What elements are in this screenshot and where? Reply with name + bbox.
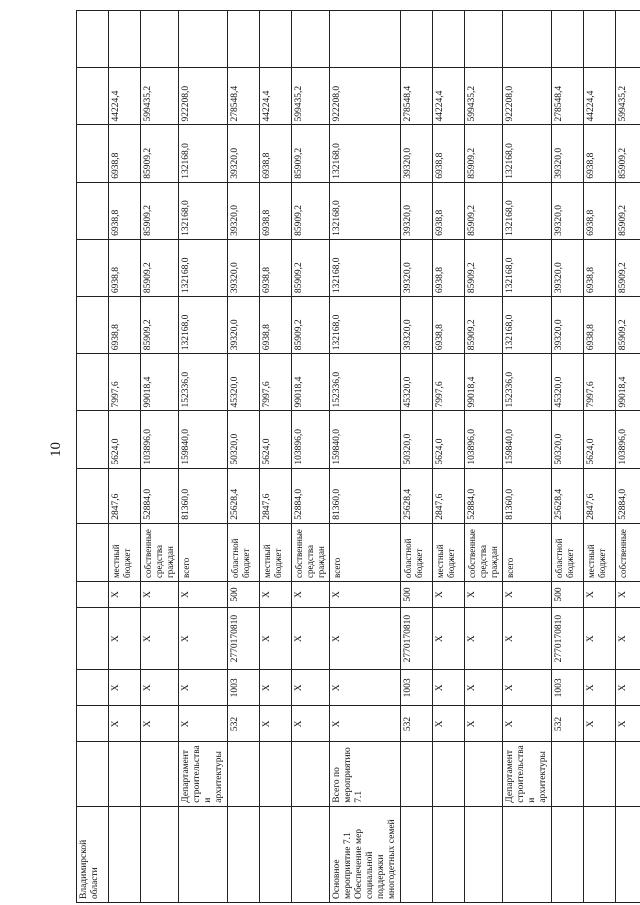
table-row [616,11,640,903]
value-cell: 5624,0 [260,411,292,468]
cell-g: собственные средства граждан [465,523,503,581]
cell-f: X [584,581,616,607]
value-cell: 6938,8 [260,297,292,354]
cell-g: областной бюджет [552,523,584,581]
cell-e: X [179,608,228,670]
value-cell [77,11,109,68]
cell-a: Основное мероприятие 7.1 Обеспечение мер социальной поддержки многодетных семей [330,806,401,902]
cell-d: X [141,670,179,706]
value-cell [77,125,109,182]
cell-f: X [616,581,640,607]
value-cell: 39320,0 [228,182,260,239]
cell-d: X [292,670,330,706]
value-cell: 103896,0 [465,411,503,468]
cell-e: X [330,608,401,670]
cell-c: X [330,706,401,742]
cell-g [77,523,109,581]
value-cell [260,11,292,68]
cell-h: 81360,0 [503,468,552,523]
cell-c: X [465,706,503,742]
value-cell [503,11,552,68]
cell-f: X [330,581,401,607]
cell-b: Департамент строительства и архитектуры [179,742,228,806]
cell-b [401,742,433,806]
cell-g: местный бюджет [433,523,465,581]
value-cell: 132168,0 [503,125,552,182]
value-cell: 85909,2 [465,182,503,239]
table-row [503,11,552,903]
value-cell: 132168,0 [330,182,401,239]
table-row [109,11,141,903]
value-cell: 7997,6 [109,354,141,411]
value-cell: 39320,0 [401,182,433,239]
value-cell: 85909,2 [292,297,330,354]
value-cell: 85909,2 [292,125,330,182]
value-cell [292,11,330,68]
value-cell: 7997,6 [260,354,292,411]
cell-b [584,742,616,806]
cell-g: областной бюджет [401,523,433,581]
table-row [77,11,109,903]
cell-b: Всего по мероприятию 7.1 [330,742,401,806]
value-cell: 45320,0 [401,354,433,411]
cell-f: X [260,581,292,607]
cell-a: Владимирской области [77,806,109,902]
value-cell: 39320,0 [552,297,584,354]
value-cell: 152336,0 [503,354,552,411]
value-cell: 922208,0 [179,68,228,125]
value-cell: 103896,0 [141,411,179,468]
value-cell: 50320,0 [228,411,260,468]
value-cell: 599435,2 [292,68,330,125]
cell-b [109,742,141,806]
cell-g: всего [179,523,228,581]
table-row [141,11,179,903]
value-cell: 85909,2 [141,297,179,354]
value-cell: 103896,0 [616,411,640,468]
value-cell: 5624,0 [109,411,141,468]
cell-d: X [179,670,228,706]
value-cell: 278548,4 [552,68,584,125]
value-cell: 85909,2 [292,239,330,296]
cell-h: 52884,0 [465,468,503,523]
cell-a [503,806,552,902]
cell-h: 2847,6 [584,468,616,523]
value-cell: 6938,8 [260,182,292,239]
cell-b [616,742,640,806]
value-cell: 45320,0 [228,354,260,411]
cell-c: X [179,706,228,742]
value-cell: 85909,2 [141,239,179,296]
cell-a [616,806,640,902]
value-cell: 278548,4 [401,68,433,125]
value-cell: 85909,2 [616,239,640,296]
cell-f: 500 [228,581,260,607]
cell-c: X [292,706,330,742]
cell-d: X [503,670,552,706]
cell-b [77,742,109,806]
cell-f: 500 [401,581,433,607]
cell-g: местный бюджет [584,523,616,581]
table-row [433,11,465,903]
cell-c: 532 [228,706,260,742]
value-cell: 7997,6 [433,354,465,411]
cell-d: X [584,670,616,706]
value-cell: 50320,0 [401,411,433,468]
value-cell: 6938,8 [584,297,616,354]
value-cell: 85909,2 [141,182,179,239]
value-cell: 6938,8 [433,239,465,296]
cell-g: собственные средства граждан [141,523,179,581]
cell-h: 81360,0 [179,468,228,523]
value-cell [141,11,179,68]
value-cell: 85909,2 [141,125,179,182]
value-cell [77,182,109,239]
value-cell: 132168,0 [503,297,552,354]
value-cell: 6938,8 [584,239,616,296]
value-cell: 132168,0 [503,239,552,296]
cell-f [77,581,109,607]
value-cell [330,11,401,68]
value-cell: 159840,0 [179,411,228,468]
cell-h: 25628,4 [552,468,584,523]
cell-c: X [141,706,179,742]
value-cell: 132168,0 [179,125,228,182]
cell-f: X [141,581,179,607]
cell-a [260,806,292,902]
cell-c: X [433,706,465,742]
cell-c: X [503,706,552,742]
cell-d: X [260,670,292,706]
value-cell [179,11,228,68]
value-cell [77,411,109,468]
value-cell: 159840,0 [330,411,401,468]
cell-e: X [260,608,292,670]
value-cell [616,11,640,68]
value-cell: 99018,4 [141,354,179,411]
cell-g: местный бюджет [109,523,141,581]
cell-e [77,608,109,670]
cell-g: областной бюджет [228,523,260,581]
cell-f: X [292,581,330,607]
value-cell: 44224,4 [109,68,141,125]
value-cell [77,354,109,411]
cell-f: X [109,581,141,607]
value-cell: 6938,8 [584,182,616,239]
cell-b [292,742,330,806]
cell-a [584,806,616,902]
cell-e: X [616,608,640,670]
value-cell [465,11,503,68]
value-cell: 132168,0 [330,239,401,296]
cell-h: 25628,4 [401,468,433,523]
cell-c [77,706,109,742]
value-cell: 7997,6 [584,354,616,411]
value-cell: 6938,8 [109,125,141,182]
cell-c: X [109,706,141,742]
cell-h: 2847,6 [433,468,465,523]
cell-e: X [292,608,330,670]
cell-d: X [433,670,465,706]
value-cell: 599435,2 [465,68,503,125]
cell-d: 1003 [228,670,260,706]
value-cell: 6938,8 [109,297,141,354]
cell-f: X [179,581,228,607]
value-cell [433,11,465,68]
table-row [179,11,228,903]
value-cell: 39320,0 [401,297,433,354]
value-cell: 6938,8 [433,297,465,354]
cell-b [228,742,260,806]
cell-e: 2770170810 [228,608,260,670]
page-number: 10 [48,442,64,457]
cell-a [401,806,433,902]
cell-h: 52884,0 [616,468,640,523]
value-cell: 5624,0 [584,411,616,468]
cell-c: 532 [401,706,433,742]
value-cell [77,68,109,125]
cell-b [260,742,292,806]
value-cell: 85909,2 [292,182,330,239]
value-cell: 278548,4 [228,68,260,125]
cell-a [141,806,179,902]
cell-d: X [330,670,401,706]
cell-d: X [109,670,141,706]
cell-d: 1003 [401,670,433,706]
value-cell: 85909,2 [616,297,640,354]
value-cell: 103896,0 [292,411,330,468]
value-cell: 85909,2 [465,125,503,182]
value-cell: 39320,0 [552,125,584,182]
value-cell: 5624,0 [433,411,465,468]
value-cell [77,297,109,354]
value-cell: 599435,2 [616,68,640,125]
cell-h [77,468,109,523]
value-cell: 6938,8 [433,125,465,182]
value-cell: 39320,0 [228,297,260,354]
value-cell: 50320,0 [552,411,584,468]
value-cell [109,11,141,68]
value-cell: 44224,4 [433,68,465,125]
value-cell: 99018,4 [292,354,330,411]
cell-e: X [109,608,141,670]
value-cell [77,239,109,296]
value-cell: 99018,4 [465,354,503,411]
value-cell: 85909,2 [465,239,503,296]
value-cell: 6938,8 [584,125,616,182]
value-cell: 6938,8 [109,182,141,239]
table-row [260,11,292,903]
value-cell: 6938,8 [433,182,465,239]
cell-e: X [465,608,503,670]
cell-d [77,670,109,706]
cell-b [465,742,503,806]
cell-g: всего [330,523,401,581]
cell-b [433,742,465,806]
value-cell [552,11,584,68]
value-cell: 6938,8 [260,125,292,182]
table-row [330,11,401,903]
value-cell: 152336,0 [179,354,228,411]
cell-d: 1003 [552,670,584,706]
cell-a [433,806,465,902]
value-cell [584,11,616,68]
cell-a [465,806,503,902]
cell-g: местный бюджет [260,523,292,581]
value-cell: 39320,0 [401,125,433,182]
cell-h: 52884,0 [141,468,179,523]
budget-table [76,10,640,903]
value-cell: 132168,0 [330,297,401,354]
cell-b [141,742,179,806]
value-cell: 6938,8 [109,239,141,296]
cell-a [228,806,260,902]
value-cell: 85909,2 [465,297,503,354]
cell-g: собственные [616,523,640,581]
cell-e: X [503,608,552,670]
value-cell: 39320,0 [552,182,584,239]
value-cell: 6938,8 [260,239,292,296]
cell-h: 52884,0 [292,468,330,523]
cell-d: X [465,670,503,706]
cell-e: 2770170810 [552,608,584,670]
cell-e: X [584,608,616,670]
value-cell: 39320,0 [228,125,260,182]
cell-f: X [465,581,503,607]
cell-b [552,742,584,806]
table-row [465,11,503,903]
cell-g: всего [503,523,552,581]
cell-h: 2847,6 [109,468,141,523]
cell-g: собственные средства граждан [292,523,330,581]
cell-a [109,806,141,902]
value-cell: 922208,0 [503,68,552,125]
cell-c: X [260,706,292,742]
table-row [552,11,584,903]
cell-c: X [584,706,616,742]
value-cell: 39320,0 [228,239,260,296]
value-cell: 44224,4 [260,68,292,125]
value-cell: 152336,0 [330,354,401,411]
value-cell: 132168,0 [179,297,228,354]
value-cell: 45320,0 [552,354,584,411]
value-cell: 599435,2 [141,68,179,125]
value-cell: 85909,2 [616,125,640,182]
table-row [584,11,616,903]
value-cell: 99018,4 [616,354,640,411]
table-row [401,11,433,903]
value-cell: 132168,0 [179,239,228,296]
cell-e: 2770170810 [401,608,433,670]
value-cell: 39320,0 [401,239,433,296]
cell-b: Департамент строительства и архитектуры [503,742,552,806]
cell-a [179,806,228,902]
value-cell [401,11,433,68]
cell-e: X [141,608,179,670]
cell-a [292,806,330,902]
cell-f: X [433,581,465,607]
cell-e: X [433,608,465,670]
value-cell: 132168,0 [179,182,228,239]
cell-h: 81360,0 [330,468,401,523]
value-cell: 44224,4 [584,68,616,125]
value-cell: 132168,0 [330,125,401,182]
value-cell: 132168,0 [503,182,552,239]
value-cell: 922208,0 [330,68,401,125]
value-cell [228,11,260,68]
cell-f: X [503,581,552,607]
table-row [292,11,330,903]
value-cell: 39320,0 [552,239,584,296]
cell-a [552,806,584,902]
cell-d: X [616,670,640,706]
cell-c: X [616,706,640,742]
cell-f: 500 [552,581,584,607]
value-cell: 159840,0 [503,411,552,468]
value-cell: 85909,2 [616,182,640,239]
cell-c: 532 [552,706,584,742]
cell-h: 25628,4 [228,468,260,523]
table-row [228,11,260,903]
cell-h: 2847,6 [260,468,292,523]
